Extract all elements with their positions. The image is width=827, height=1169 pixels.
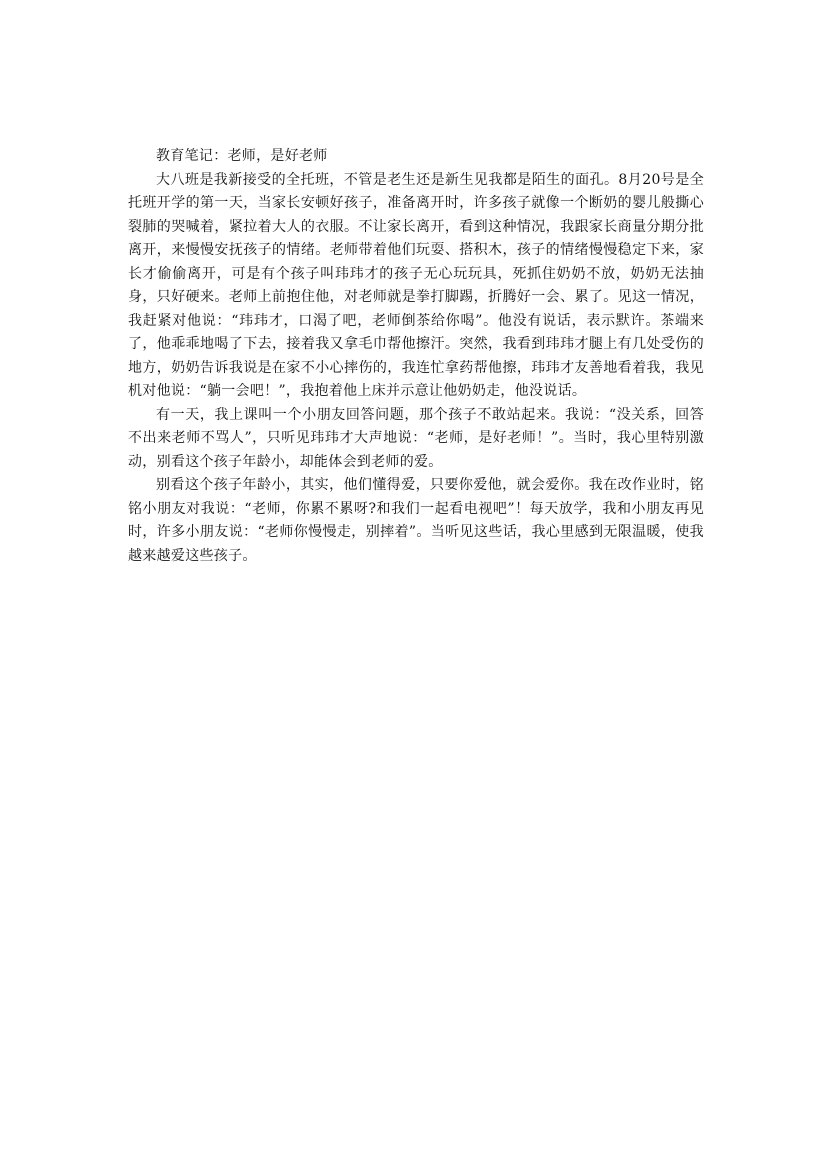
- paragraph-2: 有一天，我上课叫一个小朋友回答问题，那个孩子不敢站起来。我说：“没关系，回答不出来老师不骂人”，只听见玮玮才大声地说：“老师，是好老师！”。当时，我心里特别激动，别看这个孩子年龄小，却能体会到老师的爱。: [128, 406, 704, 470]
- paragraph-3: 别看这个孩子年龄小，其实，他们懂得爱，只要你爱他，就会爱你。我在改作业时，铭铭小朋友对我说：“老师，你累不累呀?和我们一起看电视吧”！每天放学，我和小朋友再见时，许多小朋友说：“老师你慢慢走，别摔着”。当听见这些话，我心里感到无限温暖，使我越来越爱这些孩子。: [128, 477, 704, 564]
- document-body: [128, 145, 704, 568]
- document-title: 教育笔记：老师，是好老师: [156, 148, 328, 164]
- paragraph-1: 大八班是我新接受的全托班，不管是老生还是新生见我都是陌生的面孔。8月20号是全托班开学的第一天，当家长安顿好孩子，准备离开时，许多孩子就像一个断奶的婴儿般撕心裂肺的哭喊着，紧拉着大人的衣服。不让家长离开，看到这种情况，我跟家长商量分期分批离开，来慢慢安抚孩子的情绪。老师带着他们玩耍、搭积木，孩子的情绪慢慢稳定下来，家长才偷偷离开，可是有个孩子叫玮玮才的孩子无心玩玩具，死抓住奶奶不放，奶奶无法抽身，只好硬来。老师上前抱住他，对老师就是拳打脚踢，折腾好一会、累了。见这一情况，我赶紧对他说：“玮玮才，口渴了吧，老师倒茶给你喝”。他没有说话，表示默许。茶端来了，他乖乖地喝了下去，接着我又拿毛巾帮他擦汗。突然，我看到玮玮才腿上有几处受伤的地方，奶奶告诉我说是在家不小心摔伤的，我连忙拿药帮他擦，玮玮才友善地看着我，我见机对他说：“躺一会吧！”，我抱着他上床并示意让他奶奶走，他没说话。: [128, 171, 704, 399]
